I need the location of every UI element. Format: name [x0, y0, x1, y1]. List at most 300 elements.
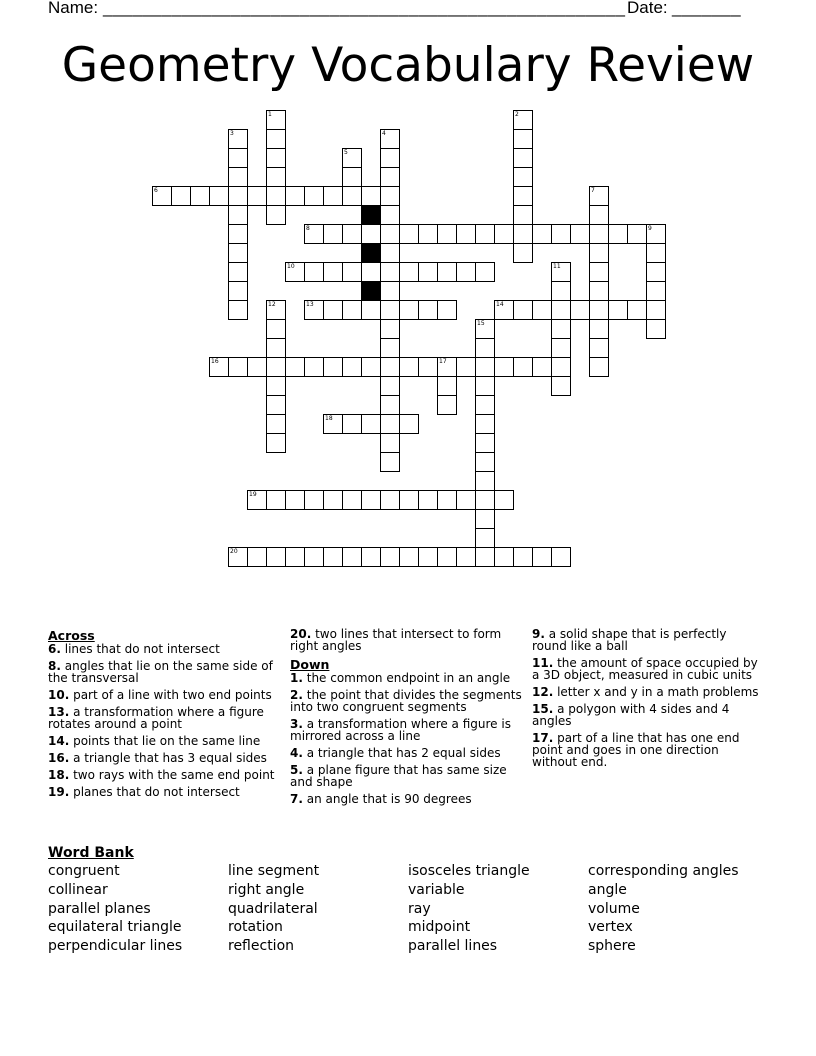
crossword-cell[interactable] — [589, 243, 609, 263]
crossword-cell[interactable] — [304, 357, 324, 377]
crossword-cell[interactable] — [551, 547, 571, 567]
crossword-cell[interactable] — [532, 547, 552, 567]
crossword-cell[interactable] — [266, 338, 286, 358]
clue-number: 15. — [532, 702, 554, 716]
clue-column-3 — [532, 628, 764, 773]
crossword-cell[interactable] — [437, 547, 457, 567]
clue-column-2 — [290, 628, 522, 810]
crossword-cell[interactable] — [456, 357, 476, 377]
crossword-cell[interactable] — [513, 110, 533, 130]
crossword-cell[interactable] — [437, 357, 457, 377]
crossword-cell[interactable] — [266, 148, 286, 168]
crossword-cell[interactable] — [399, 414, 419, 434]
across-clue — [48, 643, 280, 655]
down-heading: Down — [290, 657, 330, 672]
crossword-cell[interactable] — [513, 129, 533, 149]
clue-number: 4 — [382, 130, 386, 137]
crossword-cell[interactable] — [304, 547, 324, 567]
crossword-cell[interactable] — [551, 319, 571, 339]
crossword-cell[interactable] — [380, 129, 400, 149]
crossword-cell[interactable] — [589, 281, 609, 301]
crossword-cell[interactable] — [342, 262, 362, 282]
word-bank-item: angle — [588, 881, 627, 898]
crossword-cell[interactable] — [437, 224, 457, 244]
crossword-cell[interactable] — [380, 262, 400, 282]
crossword-cell[interactable] — [380, 547, 400, 567]
crossword-cell[interactable] — [646, 281, 666, 301]
crossword-cell[interactable] — [380, 148, 400, 168]
crossword-cell[interactable] — [475, 547, 495, 567]
crossword-black-cell — [361, 205, 381, 225]
word-bank-column-3 — [408, 862, 530, 956]
crossword-cell[interactable] — [361, 414, 381, 434]
crossword-cell[interactable] — [551, 281, 571, 301]
crossword-cell[interactable] — [456, 490, 476, 510]
clue-number: 16 — [211, 358, 219, 365]
word-bank-item: parallel lines — [408, 938, 498, 955]
clue-text: an angle that is 90 degrees — [302, 792, 472, 806]
crossword-cell[interactable] — [380, 338, 400, 358]
clue-number: 18 — [325, 415, 333, 422]
word-bank-item: midpoint — [408, 919, 471, 936]
crossword-cell[interactable] — [266, 300, 286, 320]
crossword-cell[interactable] — [418, 224, 438, 244]
word-bank-item: ray — [408, 900, 431, 917]
crossword-cell[interactable] — [437, 262, 457, 282]
crossword-cell[interactable] — [399, 224, 419, 244]
crossword-cell[interactable] — [380, 357, 400, 377]
crossword-cell[interactable] — [494, 300, 514, 320]
word-bank-item: variable — [408, 881, 465, 898]
crossword-cell[interactable] — [399, 490, 419, 510]
crossword-cell[interactable] — [513, 300, 533, 320]
crossword-cell[interactable] — [399, 262, 419, 282]
down-clue — [532, 686, 764, 698]
crossword-cell[interactable] — [266, 110, 286, 130]
clue-text: planes that do not intersect — [69, 785, 240, 799]
crossword-cell[interactable] — [304, 300, 324, 320]
clue-number: 18. — [48, 768, 70, 782]
crossword-cell[interactable] — [513, 148, 533, 168]
clue-text: the amount of space occupied by a 3D object, measured in cubic units — [532, 656, 758, 682]
crossword-cell[interactable] — [456, 547, 476, 567]
clue-text: a triangle that has 3 equal sides — [69, 751, 267, 765]
word-bank-item: collinear — [48, 881, 108, 898]
crossword-cell[interactable] — [437, 376, 457, 396]
crossword-cell[interactable] — [228, 300, 248, 320]
crossword-cell[interactable] — [380, 376, 400, 396]
across-clue — [48, 769, 280, 781]
crossword-cell[interactable] — [342, 414, 362, 434]
crossword-cell[interactable] — [380, 433, 400, 453]
clue-number: 5 — [344, 149, 348, 156]
down-clue — [290, 764, 522, 788]
crossword-cell[interactable] — [532, 357, 552, 377]
crossword-cell[interactable] — [361, 300, 381, 320]
clue-text: points that lie on the same line — [69, 734, 261, 748]
crossword-cell[interactable] — [380, 490, 400, 510]
crossword-cell[interactable] — [380, 414, 400, 434]
crossword-cell[interactable] — [342, 357, 362, 377]
word-bank-item: perpendicular lines — [48, 938, 183, 955]
across-clues — [48, 628, 280, 803]
crossword-cell[interactable] — [494, 357, 514, 377]
crossword-cell[interactable] — [589, 300, 609, 320]
crossword-cell[interactable] — [551, 262, 571, 282]
crossword-cell[interactable] — [380, 205, 400, 225]
crossword-cell[interactable] — [475, 338, 495, 358]
clue-number: 3 — [230, 130, 234, 137]
word-bank-column-4 — [588, 862, 739, 956]
clue-number: 11 — [553, 263, 561, 270]
crossword-cell[interactable] — [380, 167, 400, 187]
clue-number: 19. — [48, 785, 70, 799]
crossword-cell[interactable] — [513, 186, 533, 206]
crossword-cell[interactable] — [475, 357, 495, 377]
clue-number: 8. — [48, 659, 61, 673]
crossword-cell[interactable] — [494, 547, 514, 567]
down-clue — [532, 703, 764, 727]
crossword-cell[interactable] — [399, 547, 419, 567]
crossword-cell[interactable] — [475, 433, 495, 453]
down-clue — [290, 672, 522, 684]
date-field-line[interactable]: _______ — [672, 0, 741, 17]
crossword-cell[interactable] — [494, 490, 514, 510]
crossword-cell[interactable] — [323, 224, 343, 244]
clue-number: 6. — [48, 642, 61, 656]
name-field-line[interactable]: _____________________________________________________ — [103, 0, 626, 17]
crossword-cell[interactable] — [304, 490, 324, 510]
crossword-cell[interactable] — [437, 300, 457, 320]
crossword-cell[interactable] — [285, 186, 305, 206]
crossword-cell[interactable] — [323, 547, 343, 567]
crossword-cell[interactable] — [361, 224, 381, 244]
crossword-cell[interactable] — [551, 376, 571, 396]
word-bank-item: equilateral triangle — [48, 919, 182, 936]
crossword-cell[interactable] — [361, 186, 381, 206]
crossword-cell[interactable] — [266, 414, 286, 434]
crossword-cell[interactable] — [228, 224, 248, 244]
down-clue — [532, 628, 764, 652]
clue-number: 17. — [532, 731, 554, 745]
down-clue — [290, 689, 522, 713]
crossword-cell[interactable] — [342, 490, 362, 510]
crossword-cell[interactable] — [304, 186, 324, 206]
clue-text: two rays with the same end point — [69, 768, 275, 782]
crossword-cell[interactable] — [342, 186, 362, 206]
word-bank-item: reflection — [228, 938, 295, 955]
crossword-cell[interactable] — [494, 224, 514, 244]
down-clue — [290, 793, 522, 805]
across-clue — [48, 689, 280, 701]
across-heading: Across — [48, 628, 95, 643]
crossword-cell[interactable] — [342, 167, 362, 187]
clue-number: 1. — [290, 671, 303, 685]
crossword-cell[interactable] — [171, 186, 191, 206]
crossword-cell[interactable] — [475, 319, 495, 339]
crossword-cell[interactable] — [266, 376, 286, 396]
crossword-cell[interactable] — [475, 376, 495, 396]
clue-number: 2 — [515, 111, 519, 118]
crossword-cell[interactable] — [323, 300, 343, 320]
crossword-cell[interactable] — [608, 224, 628, 244]
clue-number: 20 — [230, 548, 238, 555]
crossword-cell[interactable] — [475, 471, 495, 491]
crossword-cell[interactable] — [456, 224, 476, 244]
clue-text: letter x and y in a math problems — [553, 685, 759, 699]
across-clue — [48, 735, 280, 747]
crossword-cell[interactable] — [285, 262, 305, 282]
crossword-cell[interactable] — [380, 319, 400, 339]
crossword-cell[interactable] — [570, 300, 590, 320]
crossword-cell[interactable] — [646, 319, 666, 339]
clue-text: two lines that intersect to form right angles — [290, 627, 502, 653]
crossword-cell[interactable] — [323, 414, 343, 434]
clue-number: 12. — [532, 685, 554, 699]
clue-number: 6 — [154, 187, 158, 194]
crossword-cell[interactable] — [456, 262, 476, 282]
crossword-cell[interactable] — [399, 300, 419, 320]
word-bank-item: line segment — [228, 863, 320, 879]
crossword-cell[interactable] — [266, 205, 286, 225]
crossword-cell[interactable] — [475, 224, 495, 244]
clue-number: 16. — [48, 751, 70, 765]
crossword-cell[interactable] — [247, 490, 267, 510]
clue-number: 7. — [290, 792, 303, 806]
crossword-cell[interactable] — [380, 281, 400, 301]
crossword-cell[interactable] — [266, 490, 286, 510]
crossword-cell[interactable] — [285, 357, 305, 377]
crossword-cell[interactable] — [646, 224, 666, 244]
crossword-cell[interactable] — [228, 243, 248, 263]
clue-number: 9. — [532, 627, 545, 641]
word-bank-column-2 — [228, 862, 319, 956]
clue-number: 10 — [287, 263, 295, 270]
crossword-cell[interactable] — [475, 528, 495, 548]
crossword-cell[interactable] — [361, 547, 381, 567]
crossword-cell[interactable] — [361, 357, 381, 377]
crossword-cell[interactable] — [304, 262, 324, 282]
crossword-cell[interactable] — [152, 186, 172, 206]
crossword-cell[interactable] — [304, 224, 324, 244]
crossword-cell[interactable] — [380, 186, 400, 206]
crossword-cell[interactable] — [228, 167, 248, 187]
crossword-cell[interactable] — [437, 395, 457, 415]
crossword-cell[interactable] — [589, 319, 609, 339]
crossword-cell[interactable] — [342, 300, 362, 320]
crossword-cell[interactable] — [228, 129, 248, 149]
crossword-cell[interactable] — [589, 262, 609, 282]
crossword-cell[interactable] — [475, 395, 495, 415]
clue-text: part of a line that has one end point and goes in one direction without end. — [532, 731, 740, 769]
crossword-cell[interactable] — [361, 262, 381, 282]
clue-text: a triangle that has 2 equal sides — [302, 746, 501, 760]
crossword-cell[interactable] — [190, 186, 210, 206]
crossword-cell[interactable] — [608, 300, 628, 320]
crossword-cell[interactable] — [380, 224, 400, 244]
date-label: Date: — [627, 0, 668, 17]
crossword-cell[interactable] — [418, 357, 438, 377]
crossword-cell[interactable] — [589, 186, 609, 206]
word-bank-title: Word Bank — [48, 845, 134, 861]
crossword-cell[interactable] — [380, 300, 400, 320]
across-clue — [48, 660, 280, 684]
crossword-cell[interactable] — [380, 243, 400, 263]
clue-text: a transformation where a figure rotates around a point — [48, 705, 264, 731]
crossword-cell[interactable] — [589, 357, 609, 377]
word-bank-item: quadrilateral — [228, 900, 318, 917]
crossword-cell[interactable] — [532, 300, 552, 320]
crossword-cell[interactable] — [323, 262, 343, 282]
clue-text: lines that do not intersect — [60, 642, 220, 656]
crossword-cell[interactable] — [418, 262, 438, 282]
crossword-cell[interactable] — [551, 300, 571, 320]
crossword-cell[interactable] — [228, 205, 248, 225]
crossword-cell[interactable] — [513, 224, 533, 244]
crossword-cell[interactable] — [361, 490, 381, 510]
clue-number: 8 — [306, 225, 310, 232]
crossword-cell[interactable] — [380, 452, 400, 472]
crossword-cell[interactable] — [475, 262, 495, 282]
crossword-cell[interactable] — [589, 205, 609, 225]
clue-text: a plane figure that has same size and shape — [290, 763, 507, 789]
crossword-cell[interactable] — [323, 186, 343, 206]
word-bank-item: volume — [588, 900, 640, 917]
crossword-cell[interactable] — [228, 547, 248, 567]
crossword-cell[interactable] — [266, 319, 286, 339]
clue-number: 7 — [591, 187, 595, 194]
crossword-cell[interactable] — [570, 224, 590, 244]
crossword-cell[interactable] — [513, 243, 533, 263]
crossword-cell[interactable] — [228, 281, 248, 301]
clue-number: 9 — [648, 225, 652, 232]
clue-number: 14 — [496, 301, 504, 308]
clue-text: part of a line with two end points — [69, 688, 272, 702]
clue-number: 17 — [439, 358, 447, 365]
crossword-cell[interactable] — [513, 167, 533, 187]
crossword-cell[interactable] — [646, 262, 666, 282]
word-bank-column-1 — [48, 862, 182, 956]
crossword-cell[interactable] — [285, 490, 305, 510]
crossword-cell[interactable] — [342, 148, 362, 168]
crossword-cell[interactable] — [342, 547, 362, 567]
clue-number: 14. — [48, 734, 70, 748]
crossword-cell[interactable] — [418, 547, 438, 567]
crossword-cell[interactable] — [266, 129, 286, 149]
crossword-cell[interactable] — [418, 490, 438, 510]
word-bank-item: congruent — [48, 863, 120, 879]
crossword-cell[interactable] — [266, 433, 286, 453]
crossword-cell[interactable] — [285, 547, 305, 567]
crossword-cell[interactable] — [342, 224, 362, 244]
across-clue — [48, 786, 280, 798]
crossword-cell[interactable] — [589, 338, 609, 358]
crossword-cell[interactable] — [323, 490, 343, 510]
clue-number: 13. — [48, 705, 70, 719]
crossword-cell[interactable] — [532, 224, 552, 244]
crossword-cell[interactable] — [266, 167, 286, 187]
word-bank-item: corresponding angles — [588, 863, 739, 879]
crossword-cell[interactable] — [551, 338, 571, 358]
crossword-cell[interactable] — [228, 262, 248, 282]
clue-text: the common endpoint in an angle — [302, 671, 511, 685]
crossword-cell[interactable] — [266, 186, 286, 206]
down-clue — [532, 732, 764, 768]
crossword-black-cell — [361, 281, 381, 301]
clue-number: 20. — [290, 627, 312, 641]
crossword-cell[interactable] — [475, 452, 495, 472]
crossword-cell[interactable] — [627, 224, 647, 244]
clue-number: 2. — [290, 688, 303, 702]
word-bank-item: rotation — [228, 919, 283, 936]
clue-number: 12 — [268, 301, 276, 308]
clue-number: 3. — [290, 717, 303, 731]
crossword-cell[interactable] — [551, 224, 571, 244]
clue-text: a transformation where a figure is mirrored across a line — [290, 717, 511, 743]
crossword-black-cell — [361, 243, 381, 263]
clue-number: 13 — [306, 301, 314, 308]
name-label: Name: — [48, 0, 99, 17]
clue-number: 15 — [477, 320, 485, 327]
crossword-cell[interactable] — [437, 490, 457, 510]
clue-text: a solid shape that is perfectly round like a ball — [532, 627, 727, 653]
crossword-cell[interactable] — [247, 357, 267, 377]
clue-number: 1 — [268, 111, 272, 118]
crossword-cell[interactable] — [627, 300, 647, 320]
clue-number: 4. — [290, 746, 303, 760]
across-clue — [48, 752, 280, 764]
crossword-cell[interactable] — [513, 205, 533, 225]
crossword-cell[interactable] — [475, 509, 495, 529]
crossword-cell[interactable] — [551, 357, 571, 377]
across-clue — [48, 706, 280, 730]
crossword-cell[interactable] — [513, 357, 533, 377]
word-bank-item: parallel planes — [48, 900, 151, 917]
crossword-cell[interactable] — [228, 357, 248, 377]
crossword-cell[interactable] — [266, 395, 286, 415]
down-clue — [290, 718, 522, 742]
word-bank-item: isosceles triangle — [408, 863, 530, 879]
crossword-cell[interactable] — [646, 300, 666, 320]
crossword-cell[interactable] — [228, 186, 248, 206]
crossword-cell[interactable] — [247, 186, 267, 206]
crossword-cell[interactable] — [266, 547, 286, 567]
crossword-cell[interactable] — [323, 357, 343, 377]
crossword-cell[interactable] — [399, 357, 419, 377]
crossword-cell[interactable] — [209, 186, 229, 206]
crossword-cell[interactable] — [247, 547, 267, 567]
clue-number: 10. — [48, 688, 70, 702]
crossword-cell[interactable] — [266, 357, 286, 377]
clue-number: 11. — [532, 656, 554, 670]
crossword-cell[interactable] — [380, 395, 400, 415]
crossword-cell[interactable] — [646, 243, 666, 263]
crossword-cell[interactable] — [475, 414, 495, 434]
clue-text: the point that divides the segments into two congruent segments — [290, 688, 522, 714]
crossword-cell[interactable] — [209, 357, 229, 377]
crossword-cell[interactable] — [513, 547, 533, 567]
crossword-cell[interactable] — [589, 224, 609, 244]
clue-text: angles that lie on the same side of the transversal — [48, 659, 273, 685]
clue-text: a polygon with 4 sides and 4 angles — [532, 702, 730, 728]
crossword-cell[interactable] — [475, 490, 495, 510]
word-bank-item: vertex — [588, 919, 633, 936]
word-bank-item: right angle — [228, 881, 305, 898]
down-clue — [290, 747, 522, 759]
crossword-cell[interactable] — [418, 300, 438, 320]
across-clue — [290, 628, 522, 652]
crossword-cell[interactable] — [228, 148, 248, 168]
